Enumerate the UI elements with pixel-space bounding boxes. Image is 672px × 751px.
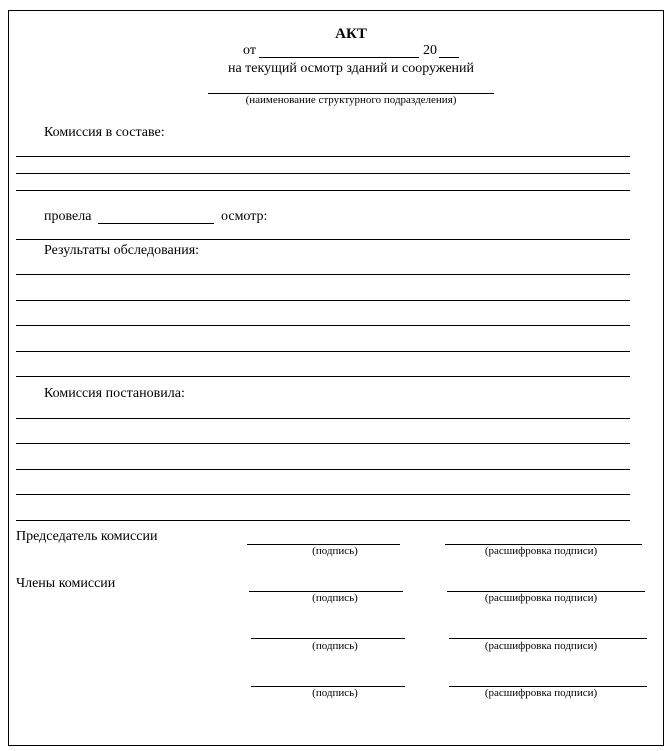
document-subject: на текущий осмотр зданий и сооружений bbox=[227, 61, 475, 76]
document-title: АКТ bbox=[335, 26, 367, 42]
results-line-4[interactable] bbox=[16, 351, 630, 352]
composition-line-3[interactable] bbox=[16, 190, 630, 191]
subdivision-caption: (наименование структурного подразделения) bbox=[245, 94, 457, 106]
chairman-decoding-caption: (расшифровка подписи) bbox=[484, 545, 598, 557]
member-2-decoding-caption: (расшифровка подписи) bbox=[484, 640, 598, 652]
year-field-line[interactable] bbox=[439, 57, 459, 58]
member-3-signature-caption: (подпись) bbox=[312, 687, 358, 699]
resolution-line-3[interactable] bbox=[16, 469, 630, 470]
date-from-label: от bbox=[243, 43, 256, 58]
member-2-signature-line[interactable] bbox=[251, 638, 405, 639]
conducted-suffix: осмотр: bbox=[221, 209, 268, 224]
date-field-line[interactable] bbox=[259, 57, 419, 58]
resolution-line-4[interactable] bbox=[16, 494, 630, 495]
resolution-line-1[interactable] bbox=[16, 418, 630, 419]
resolution-line-2[interactable] bbox=[16, 443, 630, 444]
member-2-decoding-line[interactable] bbox=[449, 638, 647, 639]
results-line-3[interactable] bbox=[16, 325, 630, 326]
results-line-1[interactable] bbox=[16, 274, 630, 275]
document-frame bbox=[8, 10, 664, 746]
conducted-line[interactable] bbox=[16, 239, 630, 240]
member-1-decoding-caption: (расшифровка подписи) bbox=[484, 592, 598, 604]
chairman-signature-caption: (подпись) bbox=[312, 545, 358, 557]
inspection-results-label: Результаты обследования: bbox=[44, 243, 200, 258]
resolution-line-5[interactable] bbox=[16, 520, 630, 521]
member-3-decoding-caption: (расшифровка подписи) bbox=[484, 687, 598, 699]
commission-resolution-label: Комиссия постановила: bbox=[44, 386, 185, 401]
composition-line-2[interactable] bbox=[16, 173, 630, 174]
composition-line-1[interactable] bbox=[16, 156, 630, 157]
year-prefix: 20 bbox=[423, 43, 437, 58]
member-2-signature-caption: (подпись) bbox=[312, 640, 358, 652]
conducted-prefix: провела bbox=[44, 209, 92, 224]
commission-composition-label: Комиссия в составе: bbox=[44, 125, 165, 140]
member-1-signature-caption: (подпись) bbox=[312, 592, 358, 604]
results-line-2[interactable] bbox=[16, 300, 630, 301]
chairman-label: Председатель комиссии bbox=[16, 529, 158, 544]
results-line-5[interactable] bbox=[16, 376, 630, 377]
members-label: Члены комиссии bbox=[16, 576, 116, 591]
inspection-date-line[interactable] bbox=[98, 223, 214, 224]
